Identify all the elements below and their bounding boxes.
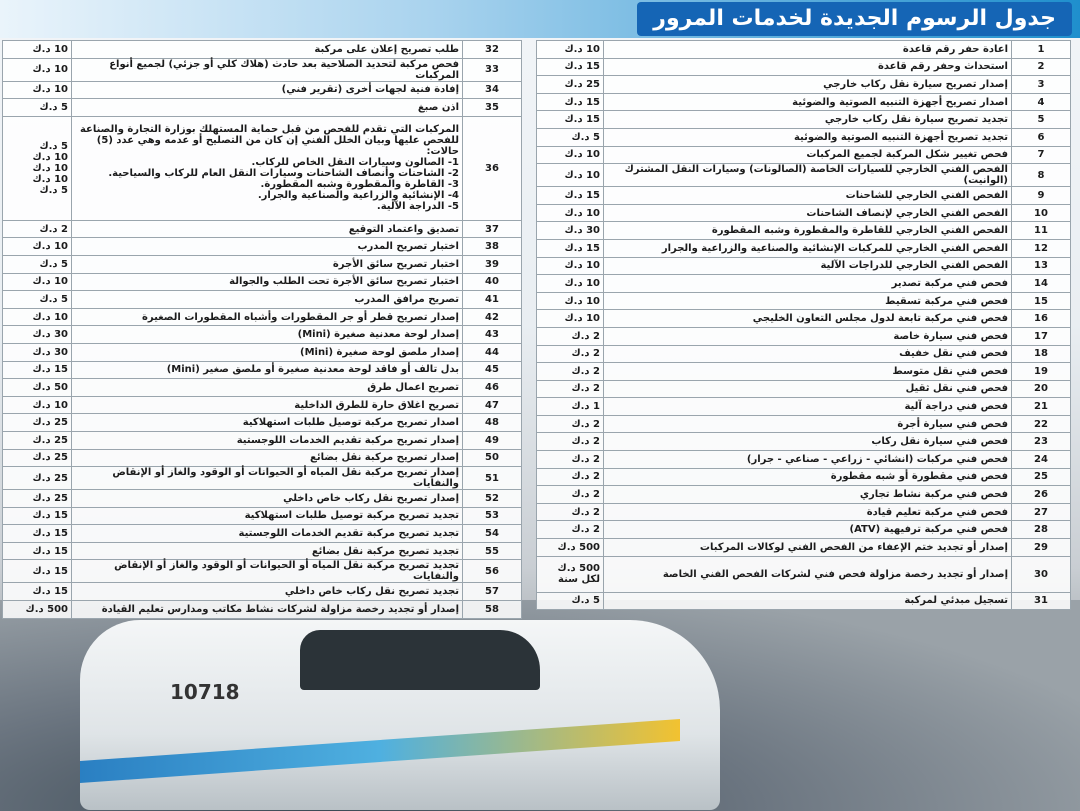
row-number: 18 [1012,345,1071,363]
fee-row [3,560,522,583]
service-description: إصدار تصريح سيارة نقل ركاب خارجي [604,76,1012,94]
row-number: 7 [1012,146,1071,164]
row-number: 44 [463,343,522,361]
fee-row [3,467,522,490]
service-description: اصدار تصريح أجهزة التنبيه الصوتية والضوئية [604,93,1012,111]
fee-row [537,415,1071,433]
fee-row [537,468,1071,486]
fee-amount: 25 د.ك [3,467,72,490]
service-description: إفادة فنية لجهات أخرى (تقرير فني) [72,81,463,99]
row-number: 38 [463,238,522,256]
fee-amount: 2 د.ك [537,486,604,504]
service-description: فحص تغيير شكل المركبة لجميع المركبات [604,146,1012,164]
fee-row [3,326,522,344]
row-number: 10 [1012,204,1071,222]
row-number: 48 [463,414,522,432]
fee-amount: 2 د.ك [537,345,604,363]
fee-amount: 30 د.ك [537,222,604,240]
fee-amount: 2 د.ك [537,433,604,451]
service-description: فحص فني نقل متوسط [604,363,1012,381]
fee-amount: 10 د.ك [537,257,604,275]
fee-amount: 10 د.ك [3,58,72,81]
fee-row [537,363,1071,381]
row-number: 34 [463,81,522,99]
fee-amount: 10 د.ك [537,41,604,59]
fee-row [3,601,522,619]
row-number: 58 [463,601,522,619]
fee-amount: 15 د.ك [3,525,72,543]
service-description: إصدار ملصق لوحة صغيرة (Mini) [72,343,463,361]
service-description: فحص فني سيارة خاصة [604,327,1012,345]
row-number: 32 [463,41,522,59]
fee-amount: 2 د.ك [537,468,604,486]
service-description: تصريح مرافق المدرب [72,291,463,309]
row-number: 53 [463,507,522,525]
fee-row [3,116,522,220]
row-number: 56 [463,560,522,583]
fees-table-left [2,40,522,619]
fee-row [3,99,522,117]
row-number: 49 [463,431,522,449]
row-number: 41 [463,291,522,309]
fee-row [537,275,1071,293]
service-description: فحص فني سيارة نقل ركاب [604,433,1012,451]
fee-row [3,308,522,326]
fee-row [537,451,1071,469]
service-description: تجديد تصريح نقل ركاب خاص داخلي [72,583,463,601]
fee-row [537,433,1071,451]
service-description: تسجيل مبدئي لمركبة [604,592,1012,610]
fee-row [537,257,1071,275]
fee-amount: 500 د.ك [537,539,604,557]
service-description: اختبار تصريح المدرب [72,238,463,256]
row-number: 20 [1012,380,1071,398]
service-description: تجديد تصريح مركبة نقل المياه أو الحيوانات أو الوقود والغاز أو الإنقاض والنفايات [72,560,463,583]
fee-amount: 10 د.ك [537,146,604,164]
fee-amount: 15 د.ك [3,361,72,379]
service-description: فحص مركبة لتحديد الصلاحية بعد حادث (هلاك كلي أو جزئي) لجميع أنواع المركبات [72,58,463,81]
service-description: إصدار تصريح مركبة تقديم الخدمات اللوجستية [72,431,463,449]
row-number: 5 [1012,111,1071,129]
fee-amount: 5 د.ك [537,592,604,610]
row-number: 43 [463,326,522,344]
service-description: إصدار تصريح مركبة نقل المياه أو الحيوانات أو الوقود والغاز أو الإنقاض والنفايات [72,467,463,490]
fee-row [3,396,522,414]
row-number: 42 [463,308,522,326]
service-description: تجديد تصريح أجهزة التنبيه الصوتية والضوئية [604,128,1012,146]
fee-row [537,76,1071,94]
service-description: إصدار أو تجديد رخصة مزاولة لشركات نشاط مكاتب ومدارس تعليم القيادة [72,601,463,619]
fee-amount: 5 د.ك [3,255,72,273]
fee-amount: 2 د.ك [537,503,604,521]
fee-amount: 2 د.ك [537,415,604,433]
fee-amount: 1 د.ك [537,398,604,416]
service-description: اختبار تصريح سائق الأجرة تحت الطلب والجوالة [72,273,463,291]
row-number: 4 [1012,93,1071,111]
fee-row [537,556,1071,592]
fee-row [3,41,522,59]
fee-amount: 30 د.ك [3,326,72,344]
row-number: 17 [1012,327,1071,345]
service-description: تجديد تصريح مركبة نقل بضائع [72,542,463,560]
row-number: 9 [1012,187,1071,205]
fee-amount: 25 د.ك [3,431,72,449]
fee-row [537,128,1071,146]
fee-row [537,592,1071,610]
fee-row [3,273,522,291]
row-number: 19 [1012,363,1071,381]
fee-amount: 10 د.ك [537,204,604,222]
fee-amount: 10 د.ك [3,396,72,414]
fee-row [3,361,522,379]
fee-row [3,255,522,273]
fee-amount: 30 د.ك [3,343,72,361]
fee-amount: 10 د.ك [537,292,604,310]
service-description: فحص فني مركبة تسقيط [604,292,1012,310]
row-number: 16 [1012,310,1071,328]
service-description: تصديق واعتماد التوقيع [72,220,463,238]
row-number: 22 [1012,415,1071,433]
header-banner [0,0,1080,38]
fee-amount: 25 د.ك [3,414,72,432]
service-description: المركبات التي تقدم للفحص من قبل حماية المستهلك بوزارة التجارة والصناعة للفحص عليها وبيان الخلل الفني إن كان من التصليح أو عدمه وهي عدد (5) حالات: 1- الصالون وسيارات النقل الخاص للركاب. 2- الشاحنات وأنصاف الشاحنات وسيارات النقل العام للركاب والسياحية. 3- القاطرة والمقطورة وشبه المقطورة. 4- الإنشائية والزراعية والصناعية والجرار. 5- الدراجة الآلية. [72,116,463,220]
service-description: استحداث وحفر رقم قاعدة [604,58,1012,76]
row-number: 29 [1012,539,1071,557]
fee-amount: 15 د.ك [3,560,72,583]
fee-row [3,220,522,238]
fee-row [3,343,522,361]
row-number: 54 [463,525,522,543]
fee-row [537,503,1071,521]
page-title: جدول الرسوم الجديدة لخدمات المرور [637,2,1072,36]
row-number: 26 [1012,486,1071,504]
fee-row [3,583,522,601]
fee-row [3,238,522,256]
fee-row [537,327,1071,345]
fee-row [537,164,1071,187]
row-number: 8 [1012,164,1071,187]
row-number: 51 [463,467,522,490]
service-description: فحص فني مركبة تابعة لدول مجلس التعاون الخليجي [604,310,1012,328]
row-number: 33 [463,58,522,81]
service-description: اعادة حفر رقم قاعدة [604,41,1012,59]
fee-amount: 15 د.ك [537,93,604,111]
row-number: 13 [1012,257,1071,275]
row-number: 45 [463,361,522,379]
fee-amount: 15 د.ك [3,542,72,560]
service-description: تصريح اغلاق حارة للطرق الداخلية [72,396,463,414]
row-number: 47 [463,396,522,414]
fee-amount: 25 د.ك [3,490,72,508]
fee-amount: 10 د.ك [3,273,72,291]
fee-amount: 50 د.ك [3,379,72,397]
service-description: اختبار تصريح سائق الأجرة [72,255,463,273]
row-number: 14 [1012,275,1071,293]
fee-row [3,431,522,449]
service-description: إصدار تصريح قطر أو جر المقطورات وأشباه المقطورات الصغيرة [72,308,463,326]
service-description: فحص فني مركبات (انشائي - زراعي - صناعي - جرار) [604,451,1012,469]
row-number: 11 [1012,222,1071,240]
row-number: 28 [1012,521,1071,539]
row-number: 25 [1012,468,1071,486]
fee-amount: 10 د.ك [3,41,72,59]
service-description: تجديد تصريح مركبة تقديم الخدمات اللوجستية [72,525,463,543]
fee-row [537,187,1071,205]
service-description: إصدار أو تجديد ختم الإعفاء من الفحص الفني لوكالات المركبات [604,539,1012,557]
row-number: 55 [463,542,522,560]
service-description: الفحص الفني الخارجي للشاحنات [604,187,1012,205]
row-number: 27 [1012,503,1071,521]
fee-row [537,239,1071,257]
fee-amount: 10 د.ك [3,308,72,326]
row-number: 36 [463,116,522,220]
service-description: فحص فني مقطورة أو شبه مقطورة [604,468,1012,486]
fee-amount: 15 د.ك [537,239,604,257]
service-description: فحص فني مركبة ترفيهية (ATV) [604,521,1012,539]
fee-row [537,41,1071,59]
fee-amount: 5 د.ك 10 د.ك 10 د.ك 10 د.ك 5 د.ك [3,116,72,220]
fee-row [537,93,1071,111]
service-description: اذن صبغ [72,99,463,117]
fee-row [537,539,1071,557]
car-number: 10718 [170,680,240,704]
row-number: 31 [1012,592,1071,610]
car-windshield [300,630,540,690]
fee-amount: 2 د.ك [537,327,604,345]
fee-amount: 2 د.ك [3,220,72,238]
service-description: إصدار تصريح مركبة نقل بضائع [72,449,463,467]
fee-row [537,398,1071,416]
service-description: فحص فني نقل ثقيل [604,380,1012,398]
row-number: 15 [1012,292,1071,310]
fee-row [3,414,522,432]
fee-row [3,291,522,309]
fee-amount: 5 د.ك [3,99,72,117]
fee-amount: 2 د.ك [537,451,604,469]
fee-row [537,486,1071,504]
fee-row [3,81,522,99]
row-number: 1 [1012,41,1071,59]
fee-amount: 2 د.ك [537,380,604,398]
service-description: إصدار أو تجديد رخصة مزاولة فحص فني لشركات الفحص الفني الخاصة [604,556,1012,592]
fee-amount: 10 د.ك [537,164,604,187]
fee-amount: 10 د.ك [3,238,72,256]
fee-amount: 15 د.ك [537,187,604,205]
fee-row [537,204,1071,222]
service-description: فحص فني مركبة نشاط تجاري [604,486,1012,504]
service-description: فحص فني سيارة أجرة [604,415,1012,433]
service-description: إصدار لوحة معدنية صغيرة (Mini) [72,326,463,344]
fee-amount: 25 د.ك [3,449,72,467]
fee-amount: 500 د.ك [3,601,72,619]
row-number: 46 [463,379,522,397]
fee-amount: 2 د.ك [537,363,604,381]
fee-row [537,146,1071,164]
fee-row [3,525,522,543]
row-number: 3 [1012,76,1071,94]
fee-amount: 500 د.ك لكل سنة [537,556,604,592]
fee-row [537,58,1071,76]
service-description: طلب تصريح إعلان على مركبة [72,41,463,59]
row-number: 2 [1012,58,1071,76]
fee-amount: 5 د.ك [3,291,72,309]
fee-row [537,111,1071,129]
fee-amount: 15 د.ك [3,507,72,525]
service-description: الفحص الفني الخارجي للقاطرة والمقطورة وشبه المقطورة [604,222,1012,240]
service-description: الفحص الفني الخارجي للمركبات الإنشائية والصناعية والزراعية والجرار [604,239,1012,257]
service-description: تجديد تصريح سيارة نقل ركاب خارجي [604,111,1012,129]
fee-amount: 15 د.ك [3,583,72,601]
row-number: 37 [463,220,522,238]
fee-amount: 10 د.ك [3,81,72,99]
fee-row [3,379,522,397]
fee-amount: 15 د.ك [537,111,604,129]
fee-row [3,58,522,81]
fee-row [537,310,1071,328]
service-description: الفحص الفني الخارجي للسيارات الخاصة (الصالونات) وسيارات النقل المشترك (الوانيت) [604,164,1012,187]
fee-amount: 2 د.ك [537,521,604,539]
row-number: 50 [463,449,522,467]
fee-amount: 5 د.ك [537,128,604,146]
row-number: 40 [463,273,522,291]
row-number: 6 [1012,128,1071,146]
fee-row [3,542,522,560]
service-description: إصدار تصريح نقل ركاب خاص داخلي [72,490,463,508]
fee-row [537,380,1071,398]
row-number: 35 [463,99,522,117]
row-number: 24 [1012,451,1071,469]
service-description: فحص فني مركبة تعليم قيادة [604,503,1012,521]
service-description: فحص فني مركبة تصدير [604,275,1012,293]
service-description: تجديد تصريح مركبة توصيل طلبات استهلاكية [72,507,463,525]
service-description: بدل تالف أو فاقد لوحة معدنية صغيرة أو ملصق صغير (Mini) [72,361,463,379]
fee-amount: 15 د.ك [537,58,604,76]
row-number: 30 [1012,556,1071,592]
row-number: 52 [463,490,522,508]
row-number: 21 [1012,398,1071,416]
fee-row [3,507,522,525]
fees-table-right [536,40,1071,610]
fee-row [537,222,1071,240]
row-number: 23 [1012,433,1071,451]
fee-row [537,292,1071,310]
fee-amount: 10 د.ك [537,275,604,293]
row-number: 12 [1012,239,1071,257]
fee-row [3,490,522,508]
service-description: فحص فني دراجة آلية [604,398,1012,416]
service-description: تصريح اعمال طرق [72,379,463,397]
service-description: فحص فني نقل خفيف [604,345,1012,363]
fee-amount: 25 د.ك [537,76,604,94]
row-number: 39 [463,255,522,273]
fee-row [537,521,1071,539]
service-description: الفحص الفني الخارجي للدراجات الآلية [604,257,1012,275]
service-description: الفحص الفني الخارجي لإنصاف الشاحنات [604,204,1012,222]
fee-row [3,449,522,467]
fee-amount: 10 د.ك [537,310,604,328]
row-number: 57 [463,583,522,601]
service-description: اصدار تصريح مركبة توصيل طلبات استهلاكية [72,414,463,432]
fee-row [537,345,1071,363]
